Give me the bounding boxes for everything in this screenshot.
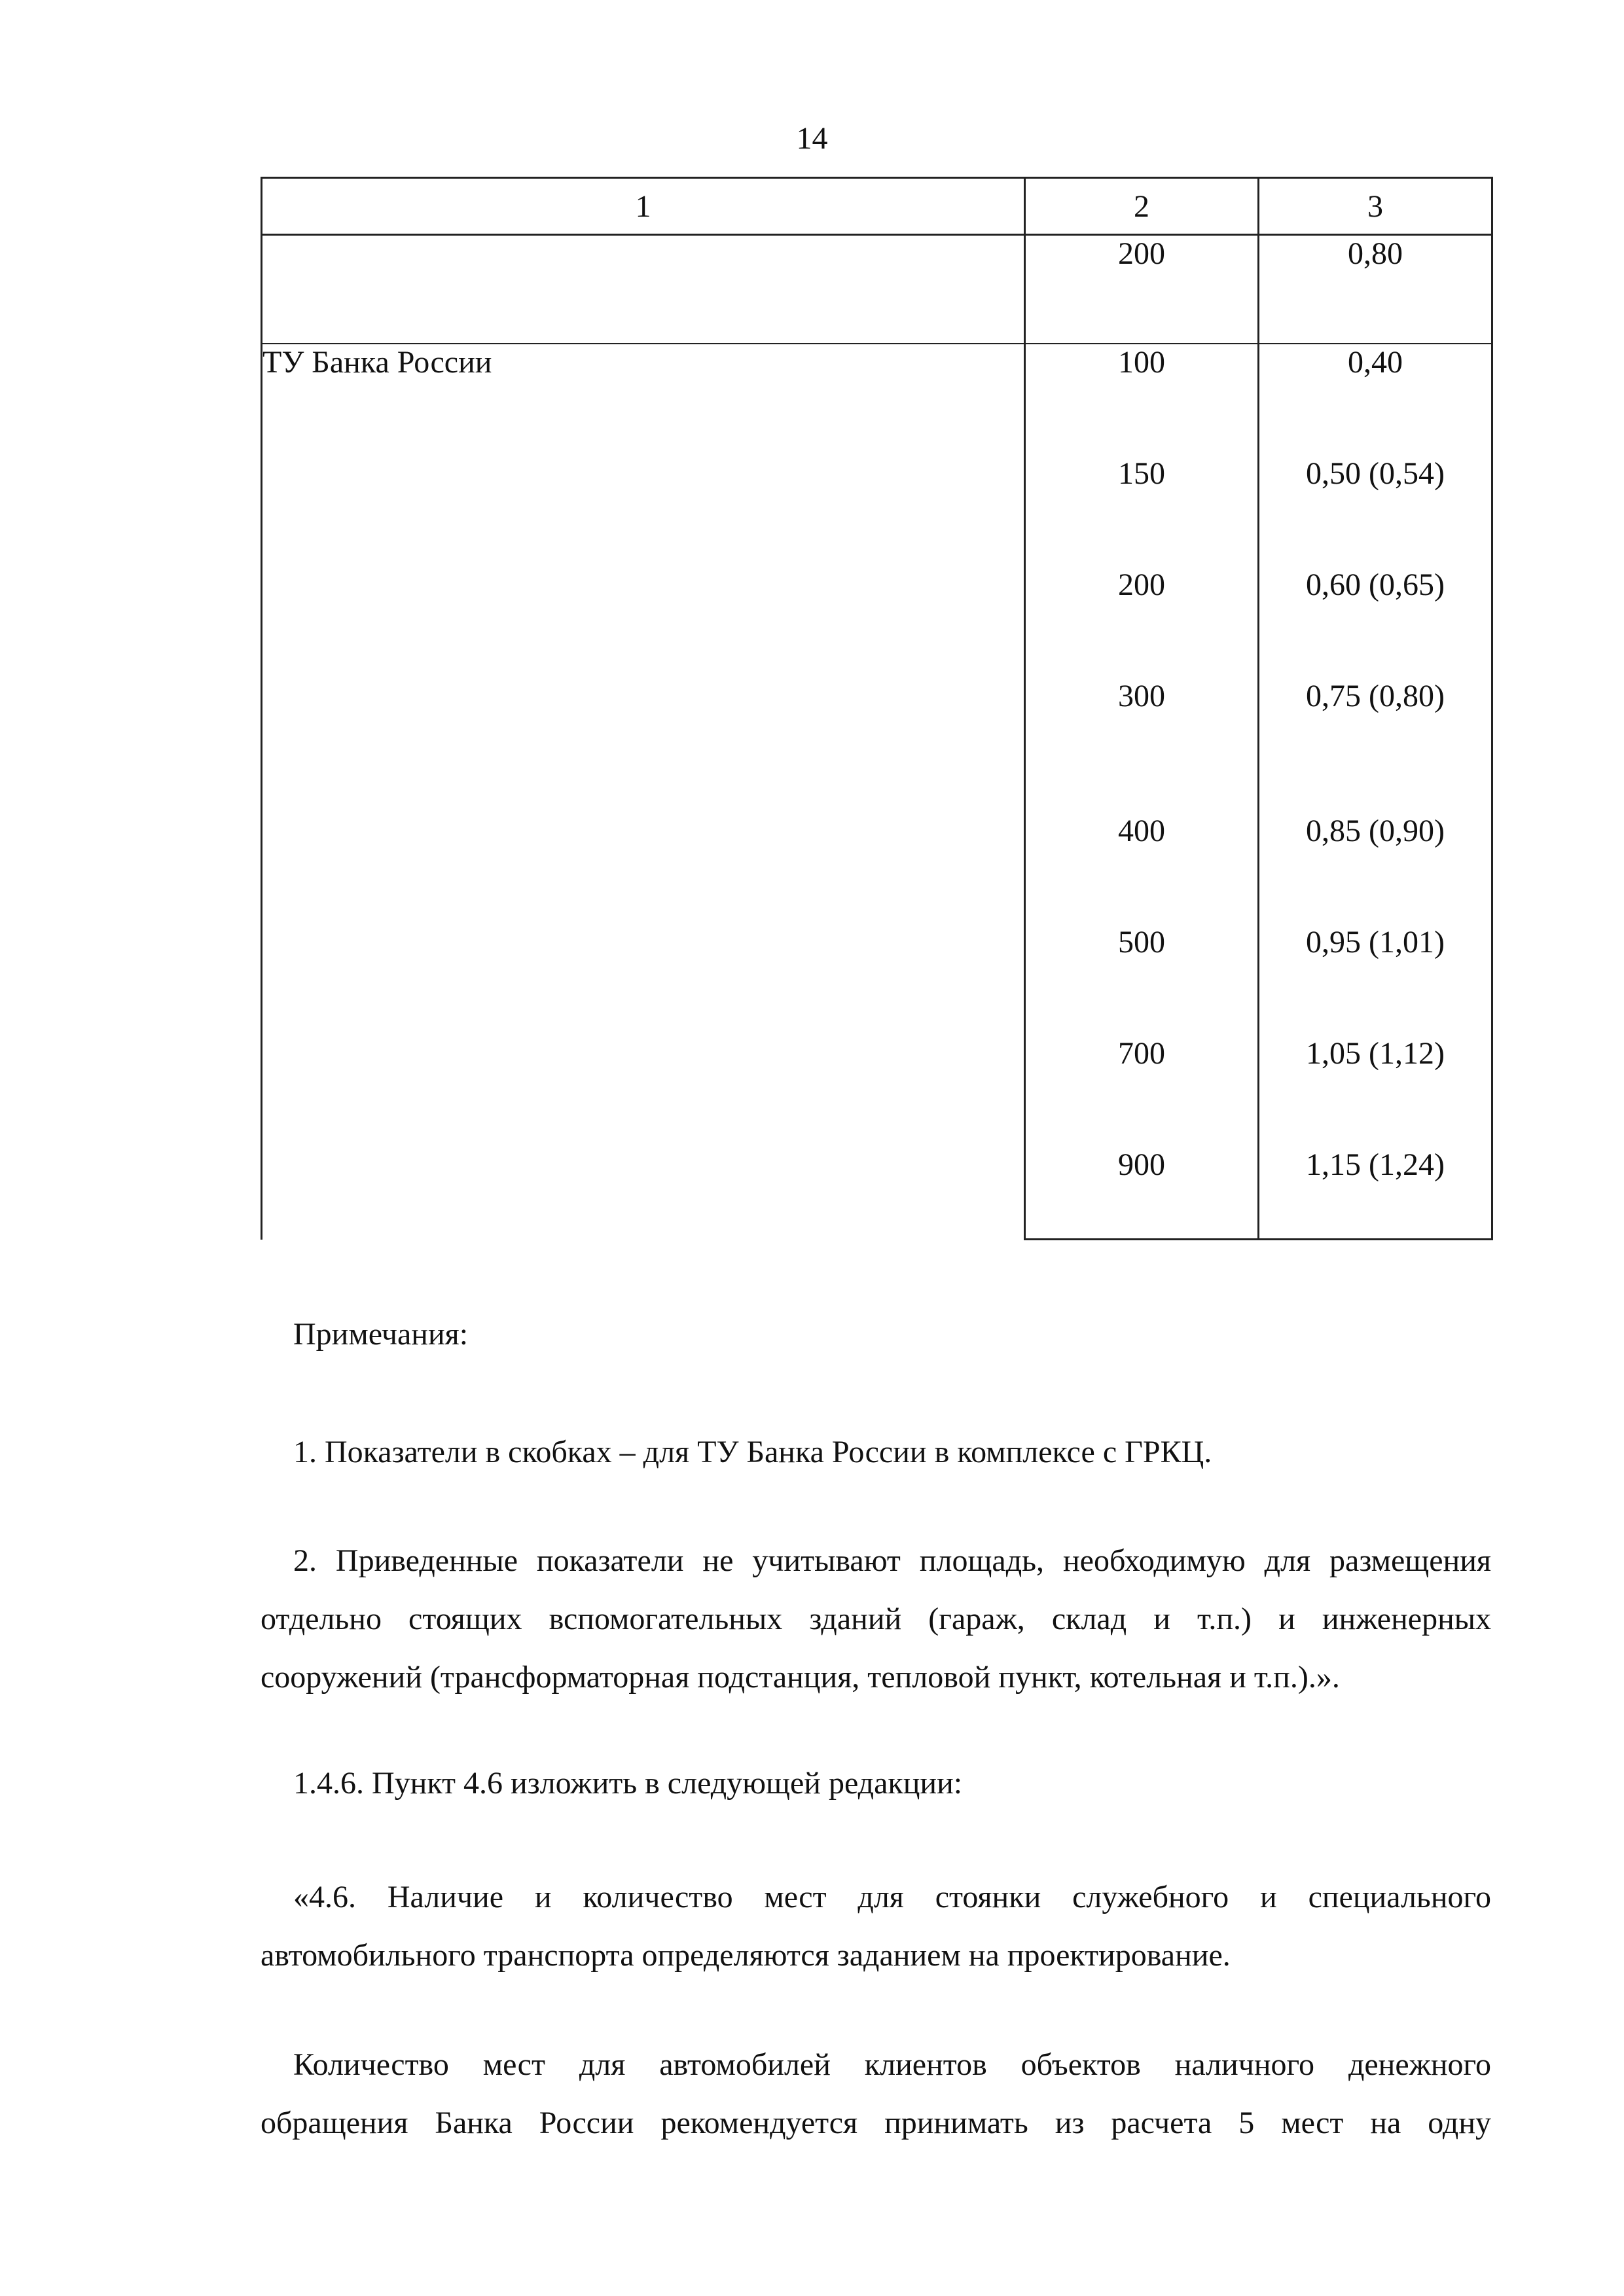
header-col-1: 1	[262, 178, 1025, 235]
note-1-text: 1. Показатели в скобках – для ТУ Банка России в комплексе с ГРКЦ.	[293, 1435, 1212, 1469]
note-2	[261, 1532, 1491, 1706]
table-cell-coefficient: 0,60 (0,65)	[1259, 567, 1492, 678]
paragraph-4-6-line-2: автомобильного транспорта определяются заданием на проектирование.	[261, 1938, 1231, 1973]
table-cell-coefficient: 0,40	[1259, 344, 1492, 456]
table-cell-coefficient: 1,05 (1,12)	[1259, 1035, 1492, 1147]
table-cell-value: 400	[1025, 813, 1259, 924]
clause-text: 1.4.6. Пункт 4.6 изложить в следующей редакции:	[293, 1766, 963, 1801]
org-label-cell: ТУ Банка России	[262, 344, 1025, 1240]
paragraph-4-6	[261, 1868, 1491, 1984]
page-number: 14	[796, 121, 828, 156]
note-2-line-2: отдельно стоящих вспомогательных зданий (гараж, склад и т.п.) и инженерных	[261, 1602, 1491, 1636]
table-cell-value: 300	[1025, 678, 1259, 813]
table-cell-value: 100	[1025, 344, 1259, 456]
table-cell-value: 900	[1025, 1147, 1259, 1240]
notes-title: Примечания:	[293, 1317, 469, 1352]
paragraph-parking	[261, 2036, 1491, 2152]
clause-1-4-6	[261, 1754, 1491, 1812]
paragraph-4-6-line-1: «4.6. Наличие и количество мест для стоянки служебного и специального	[293, 1880, 1491, 1914]
table-cell-value: 150	[1025, 456, 1259, 567]
paragraph-parking-line-1: Количество мест для автомобилей клиентов объектов наличного денежного	[293, 2047, 1491, 2082]
note-2-line-1: 2. Приведенные показатели не учитывают площадь, необходимую для размещения	[293, 1543, 1491, 1578]
table-header-row	[262, 178, 1492, 235]
table-cell-coefficient: 0,95 (1,01)	[1259, 924, 1492, 1035]
header-col-3: 3	[1259, 178, 1492, 235]
table-cell-value: 200	[1025, 235, 1259, 344]
table-cell-value: 700	[1025, 1035, 1259, 1147]
area-norms-table	[261, 177, 1493, 1240]
table-cell-empty	[262, 235, 1025, 344]
table-row	[262, 235, 1492, 344]
table-cell-coefficient: 0,85 (0,90)	[1259, 813, 1492, 924]
table-cell-coefficient: 1,15 (1,24)	[1259, 1147, 1492, 1240]
note-2-line-3: сооружений (трансформаторная подстанция, тепловой пункт, котельная и т.п.).».	[261, 1660, 1340, 1695]
table-cell-value: 500	[1025, 924, 1259, 1035]
notes-section	[261, 1305, 1491, 1363]
header-col-2: 2	[1025, 178, 1259, 235]
paragraph-parking-line-2: обращения Банка России рекомендуется принимать из расчета 5 мест на одну	[261, 2106, 1491, 2140]
note-1	[261, 1423, 1491, 1481]
table-cell-value: 200	[1025, 567, 1259, 678]
table-cell-coefficient: 0,50 (0,54)	[1259, 456, 1492, 567]
table-row	[262, 344, 1492, 456]
table-cell-coefficient: 0,80	[1259, 235, 1492, 344]
table-cell-coefficient: 0,75 (0,80)	[1259, 678, 1492, 813]
